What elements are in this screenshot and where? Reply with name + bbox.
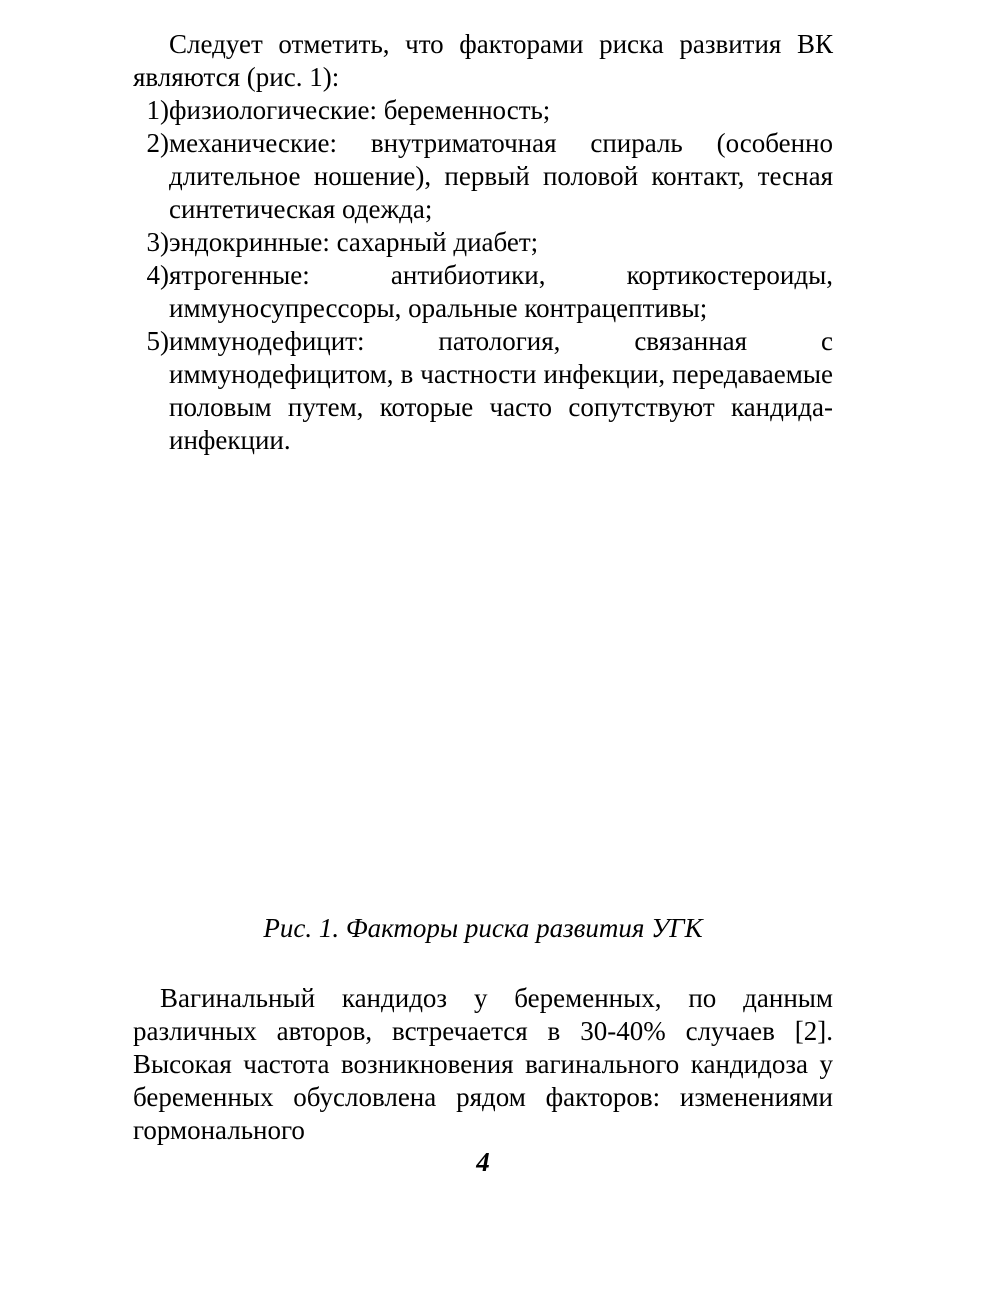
list-item-number: 5) — [146, 326, 169, 356]
page-number: 4 — [476, 1147, 490, 1177]
list-item-text: ятрогенные: антибиотики, кортикостероиды, иммуносупрессоры, оральные контрацептивы; — [169, 260, 833, 323]
list-item-number: 3) — [146, 227, 169, 257]
list-item-text: иммунодефицит: патология, связанная с иммунодефицитом, в частности инфекции, передаваемые половым путем, которые часто сопутствуют кандида-инфекции. — [169, 326, 833, 455]
figure-placeholder — [133, 440, 833, 900]
list-item-number: 4) — [146, 260, 169, 290]
list-item-text: физиологические: беременность; — [169, 95, 551, 125]
risk-factor-list — [133, 94, 833, 457]
intro-paragraph: Следует отметить, что факторами риска развития ВК являются (рис. 1): — [133, 29, 833, 92]
list-item-text: эндокринные: сахарный диабет; — [169, 227, 539, 257]
list-item — [133, 325, 833, 457]
list-item-number: 1) — [146, 95, 169, 125]
list-item-text: механические: внутриматочная спираль (особенно длительное ношение), первый половой контакт, тесная синтетическая одежда; — [169, 128, 833, 224]
list-item — [133, 94, 833, 127]
list-item — [133, 127, 833, 226]
list-item — [133, 259, 833, 325]
list-item-number: 2) — [146, 128, 169, 158]
list-item — [133, 226, 833, 259]
body-paragraph: Вагинальный кандидоз у беременных, по данным различных авторов, встречается в 30-40% случаев [2]. Высокая частота возникновения вагинального кандидоза у беременных обусловлена рядом факторов: изменениями гормонального — [133, 983, 833, 1145]
figure-caption: Рис. 1. Факторы риска развития УГК — [263, 913, 703, 943]
